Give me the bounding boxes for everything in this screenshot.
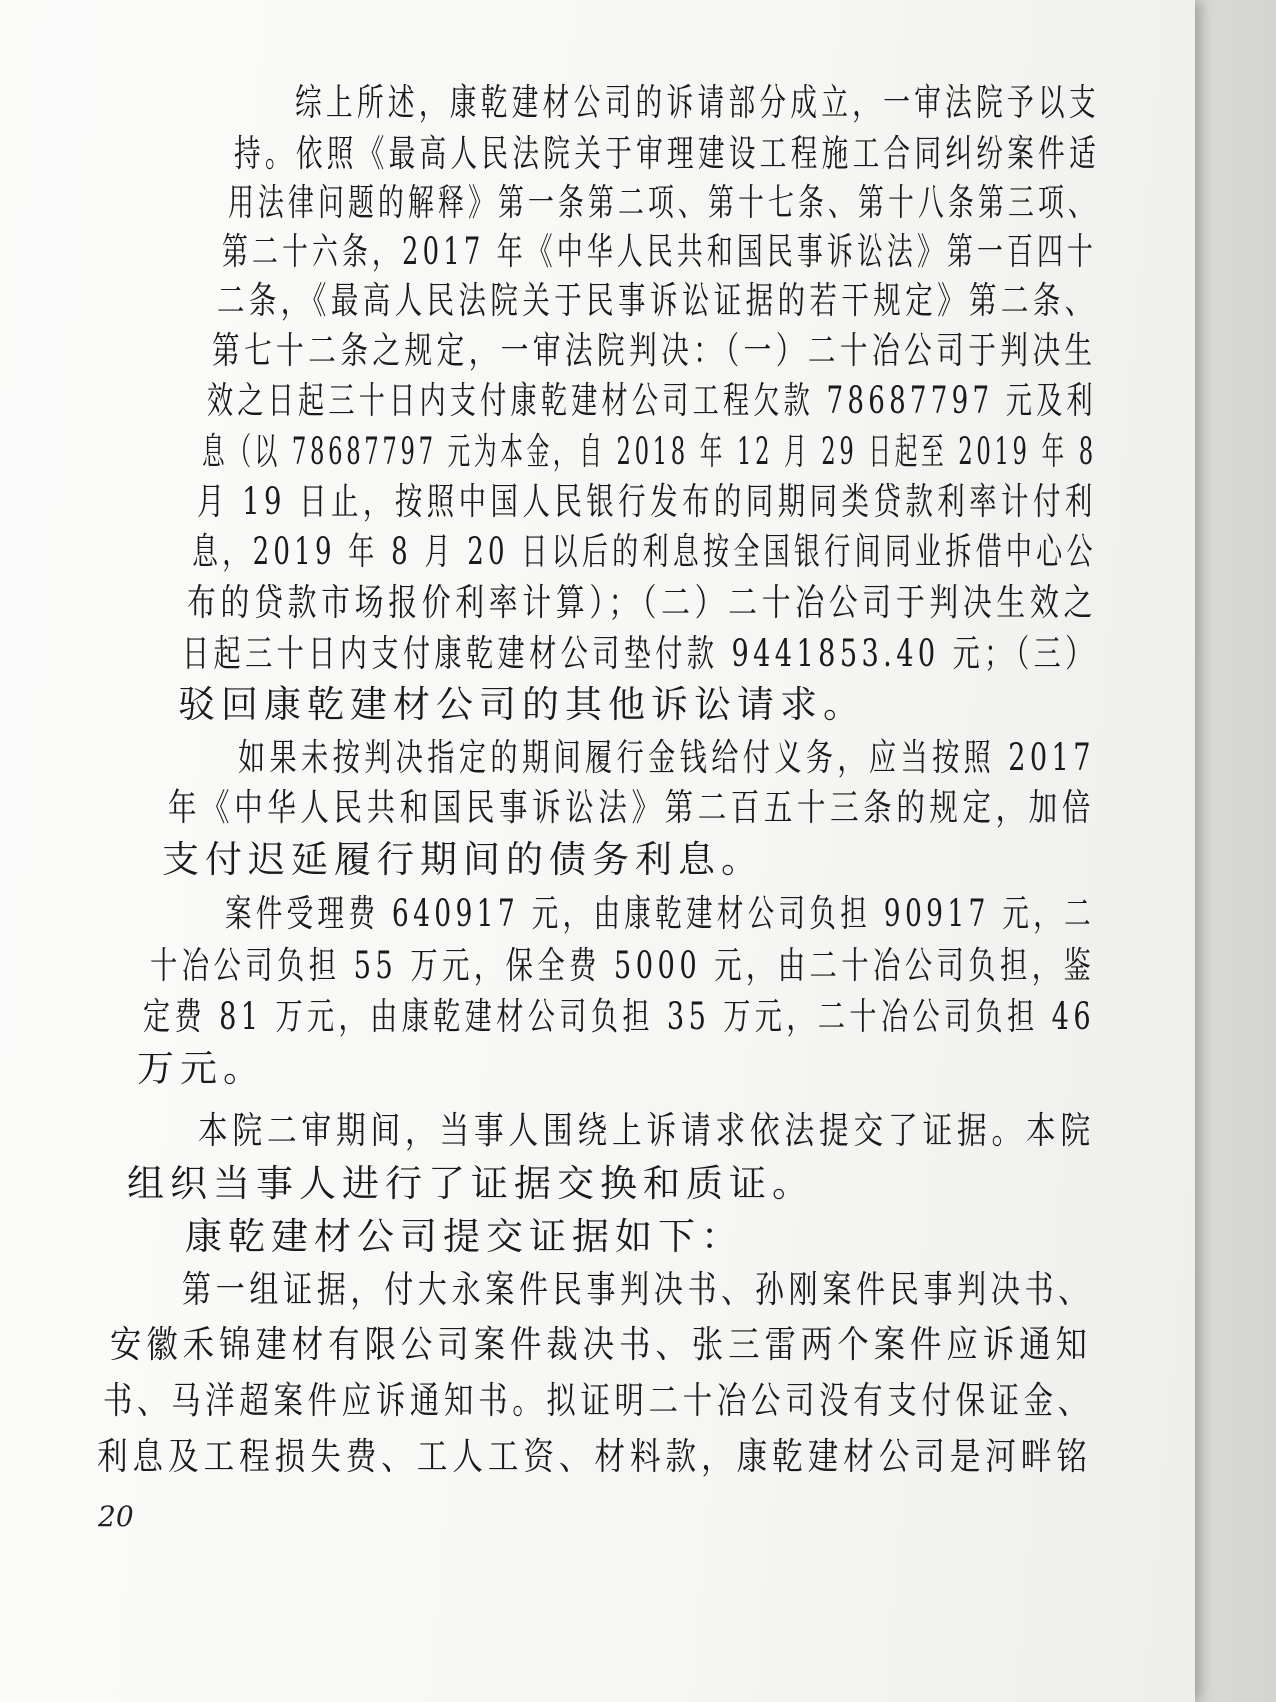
text-line: 日起三十日内支付康乾建材公司垫付款 9441853.40 元；（三） xyxy=(182,632,1097,675)
text-line: 第七十二条之规定，一审法院判决：（一）二十冶公司于判决生 xyxy=(212,329,1097,372)
text-line: 定费 81 万元，由康乾建材公司负担 35 万元，二十冶公司负担 46 xyxy=(143,995,1095,1038)
text-line: 支付迟延履行期间的债务利息。 xyxy=(162,838,764,881)
text-line: 万元。 xyxy=(137,1047,266,1090)
text-line: 效之日起三十日内支付康乾建材公司工程欠款 78687797 元及利 xyxy=(207,379,1097,422)
text-line: 第二十六条，2017 年《中华人民共和国民事诉讼法》第一百四十 xyxy=(222,230,1097,273)
text-line: 用法律问题的解释》第一条第二项、第十七条、第十八条第三项、 xyxy=(228,181,1099,224)
text-line: 安徽禾锦建材有限公司案件裁决书、张三雷两个案件应诉通知 xyxy=(110,1323,1092,1366)
text-line: 组织当事人进行了证据交换和质证。 xyxy=(127,1162,815,1205)
text-line: 月 19 日止，按照中国人民银行发布的同期同类贷款利率计付利 xyxy=(197,480,1097,523)
text-line: 书、马洋超案件应诉通知书。拟证明二十冶公司没有支付保证金、 xyxy=(103,1379,1092,1422)
text-line: 驳回康乾建材公司的其他诉讼请求。 xyxy=(178,683,866,726)
text-line: 息，2019 年 8 月 20 日以后的利息按全国银行间同业拆借中心公 xyxy=(192,530,1097,573)
text-line: 持。依照《最高人民法院关于审理建设工程施工合同纠纷案件适 xyxy=(234,132,1101,175)
text-line: 康乾建材公司提交证据如下： xyxy=(185,1215,744,1258)
text-line: 综上所述，康乾建材公司的诉请部分成立，一审法院予以支 xyxy=(295,81,1100,124)
text-line: 案件受理费 640917 元，由康乾建材公司负担 90917 元，二 xyxy=(225,892,1095,935)
text-line: 年《中华人民共和国民事诉讼法》第二百五十三条的规定，加倍 xyxy=(168,786,1095,829)
text-line: 息（以 78687797 元为本金，自 2018 年 12 月 29 日起至 2019 年 8 xyxy=(202,430,1097,473)
page-number: 20 xyxy=(98,1500,134,1533)
text-line: 本院二审期间，当事人围绕上诉请求依法提交了证据。本院 xyxy=(198,1109,1095,1152)
text-line: 利息及工程损失费、工人工资、材料款，康乾建材公司是河畔铭 xyxy=(97,1435,1092,1478)
text-line: 第一组证据，付大永案件民事判决书、孙刚案件民事判决书、 xyxy=(182,1268,1092,1311)
text-line: 布的贷款市场报价利率计算）；（二）二十冶公司于判决生效之 xyxy=(187,581,1098,624)
text-line: 如果未按判决指定的期间履行金钱给付义务，应当按照 2017 xyxy=(238,736,1095,779)
text-line: 二条，《最高人民法院关于民事诉讼证据的若干规定》第二条、 xyxy=(217,279,1097,322)
text-line: 十冶公司负担 55 万元，保全费 5000 元，由二十冶公司负担，鉴 xyxy=(150,944,1096,987)
